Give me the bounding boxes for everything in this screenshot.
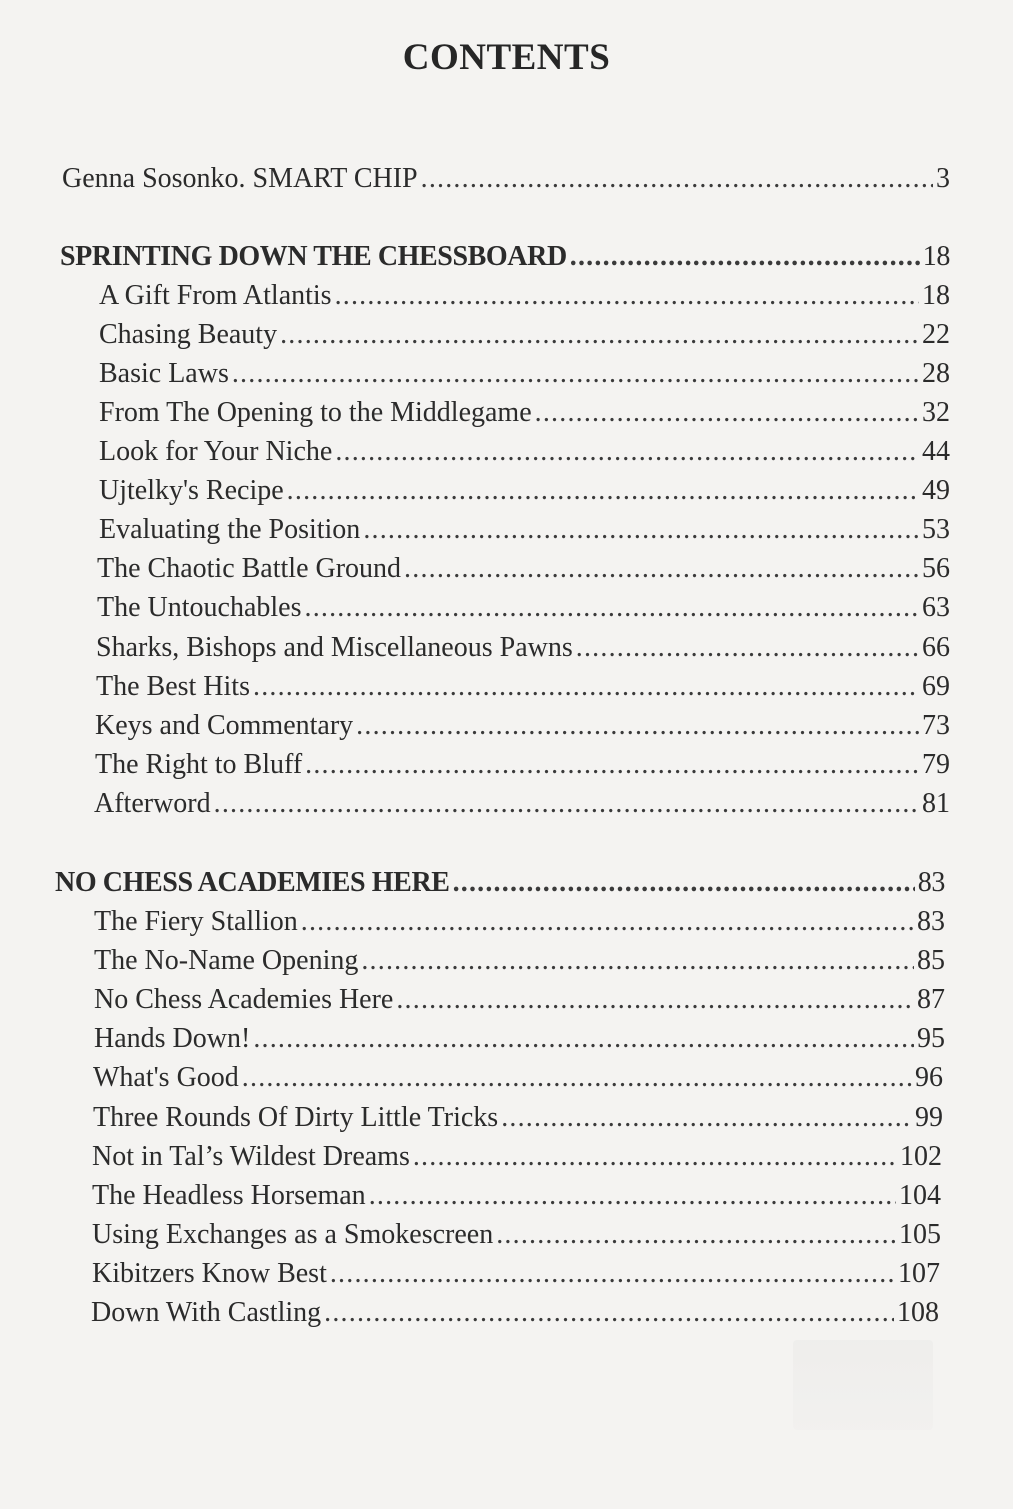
- toc-entry-label: Hands Down!: [94, 1023, 251, 1054]
- toc-page-number: 63: [922, 592, 950, 623]
- dot-leader: [369, 1178, 896, 1214]
- toc-page-number: 79: [922, 749, 950, 780]
- toc-page-number: 102: [900, 1141, 942, 1172]
- toc-section-label: NO CHESS ACADEMIES HERE: [55, 867, 450, 898]
- dot-leader: [404, 551, 919, 587]
- toc-entry: [91, 1295, 939, 1331]
- toc-entry-label: The Right to Bluff: [95, 749, 303, 780]
- toc-entry-label: Evaluating the Position: [99, 514, 361, 545]
- toc-entry-label: Three Rounds Of Dirty Little Tricks: [93, 1102, 499, 1133]
- toc-page-number: 105: [899, 1219, 941, 1250]
- toc-entry: [93, 1060, 943, 1096]
- section-heading: [60, 239, 950, 275]
- toc-page-number: 99: [915, 1102, 943, 1133]
- toc-page-number: 81: [922, 788, 950, 819]
- toc-entry-label: Basic Laws: [99, 358, 229, 389]
- toc-page-number: 32: [922, 397, 950, 428]
- toc-page-number: 73: [922, 710, 950, 741]
- toc-entry: [94, 1021, 945, 1057]
- dot-leader: [301, 904, 914, 940]
- page-title: CONTENTS: [402, 37, 611, 78]
- toc-entry-label: Kibitzers Know Best: [92, 1258, 327, 1289]
- dot-leader: [330, 1256, 895, 1292]
- dot-leader: [570, 239, 920, 275]
- dot-leader: [232, 356, 919, 392]
- toc-page-number: 95: [917, 1023, 945, 1054]
- dot-leader: [361, 943, 914, 979]
- toc-entry-label: Chasing Beauty: [99, 319, 278, 350]
- dot-leader: [305, 747, 919, 783]
- toc-entry-label: Keys and Commentary: [95, 710, 354, 741]
- dot-leader: [335, 434, 919, 470]
- toc-entry: [99, 434, 950, 470]
- toc-entry-label: The Headless Horseman: [92, 1180, 366, 1211]
- dot-leader: [253, 1021, 914, 1057]
- toc-entry: [99, 512, 950, 548]
- toc-entry-preface: [62, 161, 950, 197]
- toc-page-number: 44: [922, 436, 950, 467]
- toc-page-number: 28: [922, 358, 950, 389]
- dot-leader: [363, 512, 919, 548]
- toc-entry: [92, 1217, 941, 1253]
- dot-leader: [535, 395, 919, 431]
- dot-leader: [280, 317, 919, 353]
- toc-page-number: 83: [917, 906, 945, 937]
- toc-entry: [99, 395, 950, 431]
- toc-entry-label: The Untouchables: [97, 592, 302, 623]
- toc-page-number: 85: [917, 945, 945, 976]
- toc-entry-label: Not in Tal’s Wildest Dreams: [92, 1141, 410, 1172]
- dot-leader: [214, 786, 919, 822]
- toc-page-number: 66: [922, 632, 950, 663]
- toc-page-number: 53: [922, 514, 950, 545]
- toc-entry: [94, 904, 945, 940]
- section-heading: [55, 865, 945, 901]
- toc-page-number: 104: [899, 1180, 941, 1211]
- toc-entry-label: Ujtelky's Recipe: [99, 475, 284, 506]
- toc-entry: [94, 943, 945, 979]
- dot-leader: [335, 278, 919, 314]
- toc-page-number: 3: [936, 163, 950, 194]
- toc-entry-label: The Chaotic Battle Ground: [97, 553, 402, 584]
- toc-entry: [92, 1256, 940, 1292]
- toc-entry-label: What's Good: [93, 1062, 239, 1093]
- toc-entry: [92, 1178, 941, 1214]
- dot-leader: [242, 1060, 912, 1096]
- toc-entry-label: From The Opening to the Middlegame: [99, 397, 532, 428]
- toc-entry-label: Look for Your Niche: [99, 436, 333, 467]
- toc-entry: [99, 317, 950, 353]
- toc-entry: [97, 590, 950, 626]
- toc-page-number: 56: [922, 553, 950, 584]
- toc-entry-label: Genna Sosonko. SMART CHIP: [62, 163, 418, 194]
- dot-leader: [576, 630, 919, 666]
- toc-entry-label: A Gift From Atlantis: [99, 280, 332, 311]
- toc-page-number: 108: [897, 1297, 939, 1328]
- toc-entry-label: No Chess Academies Here: [94, 984, 394, 1015]
- toc-entry-label: Down With Castling: [91, 1297, 322, 1328]
- dot-leader: [413, 1139, 897, 1175]
- dot-leader: [287, 473, 919, 509]
- dot-leader: [421, 161, 933, 197]
- dot-leader: [396, 982, 914, 1018]
- dot-leader: [253, 669, 919, 705]
- toc-entry: [96, 630, 950, 666]
- toc-entry: [93, 1100, 943, 1136]
- dot-leader: [501, 1100, 912, 1136]
- toc-entry: [94, 786, 950, 822]
- toc-page-number: 18: [922, 280, 950, 311]
- toc-entry-label: The Fiery Stallion: [94, 906, 298, 937]
- toc-entry: [99, 356, 950, 392]
- toc-page-number: 69: [922, 671, 950, 702]
- toc-entry: [92, 1139, 942, 1175]
- toc-entry: [94, 982, 945, 1018]
- toc-entry: [95, 708, 950, 744]
- toc-entry-label: Afterword: [94, 788, 211, 819]
- toc-entry-label: Using Exchanges as a Smokescreen: [92, 1219, 494, 1250]
- dot-leader: [356, 708, 919, 744]
- dot-leader: [453, 865, 915, 901]
- toc-entry: [99, 473, 950, 509]
- toc-section-label: SPRINTING DOWN THE CHESSBOARD: [60, 241, 567, 272]
- toc-entry: [95, 747, 950, 783]
- toc-page-number: 22: [922, 319, 950, 350]
- dot-leader: [496, 1217, 896, 1253]
- dot-leader: [305, 590, 920, 626]
- toc-entry-label: Sharks, Bishops and Miscellaneous Pawns: [96, 632, 573, 663]
- toc-page-number: 96: [915, 1062, 943, 1093]
- toc-page-number: 87: [917, 984, 945, 1015]
- toc-page-number: 18: [922, 241, 950, 272]
- toc-entry-label: The No-Name Opening: [94, 945, 359, 976]
- toc-page-number: 107: [898, 1258, 940, 1289]
- toc-entry-label: The Best Hits: [96, 671, 250, 702]
- toc-page-number: 83: [917, 867, 945, 898]
- toc-entry: [96, 669, 950, 705]
- bleed-through-mark: [793, 1340, 933, 1430]
- toc-entry: [97, 551, 950, 587]
- toc-entry: [99, 278, 950, 314]
- toc-page-number: 49: [922, 475, 950, 506]
- dot-leader: [324, 1295, 894, 1331]
